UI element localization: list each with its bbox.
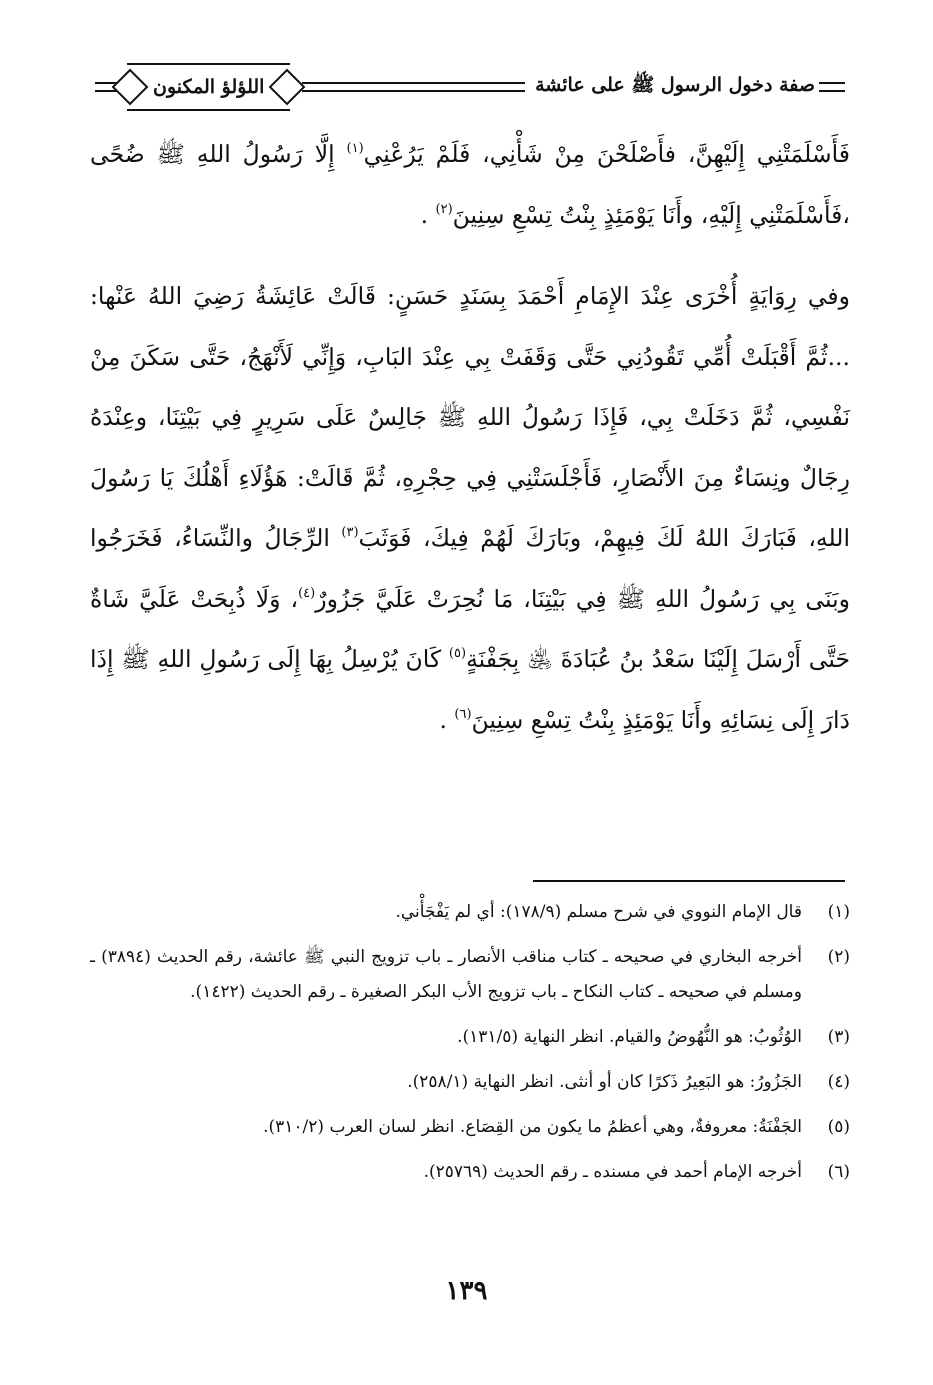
text-run: فَأَسْلَمَتْنِي إِلَيْهِنَّ، فأَصْلَحْنَ مِنْ شَأْنِي، فَلَمْ يَرُعْنِي [363,140,851,168]
footnote-text: أخرجه الإمام أحمد في مسنده ـ رقم الحديث (٢٥٧٦٩). [423,1162,802,1182]
footnote-ref-4[interactable]: (٤) [298,585,316,601]
text-run: وفي رِوَايَةٍ أُخْرَى عِنْدَ الإِمَامِ أَحْمَدَ بِسَنَدٍ حَسَنٍ: قَالَتْ عَائِشَةُ رَضِيَ اللهُ عَنْها: ...ثُمَّ أَقْبَلَتْ أُمِّي تَقُودُنِي حَتَّى وَقَفَتْ بِي عِنْدَ البَابِ، وَإِنِّي لَأَنْهَجُ، حَتَّى سَكَنَ مِنْ نَفْسِي، ثُمَّ دَخَلَتْ بِي، فَإِذَا رَسُولُ اللهِ ﷺ جَالِسٌ عَلَى سَرِيرٍ فِي بَيْتِنَا، وعِنْدَهُ رِجَالٌ ونِسَاءٌ مِنَ الأَنْصَارِ، فَأَجْلَسَتْنِي فِي حِجْرِهِ، ثُمَّ قَالَتْ: هَؤُلَاءِ أَهْلُكَ يَا رَسُولَ اللهِ، فَبَارَكَ اللهُ لَكَ فِيهِمْ، وبَارَكَ لَهُمْ فِيكَ، فَوَثَبَ [90,282,850,552]
footnote-number: (٢) [827,947,850,967]
footnote-ref-1[interactable]: (١) [346,141,364,156]
footnote-ref-3[interactable]: (٣) [341,525,359,540]
footnote-ref-5[interactable]: (٥) [448,646,467,661]
footnote-number: (٥) [827,1117,850,1137]
paragraph-2 [90,266,850,750]
footnote-item [90,895,850,930]
header-rule-middle [302,82,525,92]
main-text [90,124,850,750]
footnote-text: الجَزُورُ: هو البَعِيرُ ذَكرًا كان أو أنثى. انظر النهاية (٢٥٨/١). [407,1072,802,1092]
footnote-ref-6[interactable]: (٦) [454,706,472,722]
text-run: . [439,705,455,734]
footnote-text: الجَفْنَةُ: معروفةٌ، وهي أعظمُ ما يكون من القِصَاع. انظر لسان العرب (٣١٠/٢). [263,1117,802,1137]
book-title: اللؤلؤ المكنون [153,76,265,98]
footnote-item [90,1065,850,1100]
footnote-item [90,1020,850,1055]
footnote-number: (١) [827,902,850,922]
page-number: ١٣٩ [445,1276,488,1306]
footnotes [90,895,850,1190]
paragraph-1 [90,124,850,245]
footnote-item [90,1155,850,1190]
text-run: إِلَّا رَسُولُ اللهِ ﷺ ضُحًى ،فَأَسْلَمَتْنِي إِلَيْهِ، وأَنَا يَوْمَئِذٍ بِنْتُ تِسْعِ سِنِينَ [90,140,850,229]
text-run: ، وَلَا ذُبِحَتْ عَلَيَّ شَاةٌ حَتَّى أَرْسَلَ إِلَيْنَا سَعْدُ بنُ عُبَادَةَ ﵁ بِجَفْنَةٍ [90,584,850,673]
footnote-number: (٤) [827,1072,850,1092]
footnote-ref-2[interactable]: (٢) [435,201,453,217]
footnote-text: الوُثُوبُ: هو النُّهُوضُ والقيام. انظر النهاية (١٣١/٥). [457,1027,802,1047]
footnote-text: أخرجه البخاري في صحيحه ـ كتاب مناقب الأنصار ـ باب تزويج النبي ﷺ عائشة، رقم الحديث (٣٨٩٤) ـ ومسلم في صحيحه ـ كتاب النكاح ـ باب تزويج الأب البكر الصغيرة ـ رقم الحديث (١٤٢٢). [90,947,802,1002]
text-run: الرِّجَالُ والنِّسَاءُ، فَخَرَجُوا وبَنَى بِي رَسُولُ اللهِ ﷺ فِي بَيْتِنَا، مَا نُحِرَتْ عَلَيَّ جَزُورٌ [90,524,850,613]
footnote-separator [533,880,845,882]
footnote-number: (٣) [827,1027,850,1047]
footnote-number: (٦) [827,1162,850,1182]
text-run: . [420,200,436,229]
text-run: كَانَ يُرْسِلُ بِهَا إِلَى رَسُولِ اللهِ ﷺ إِذَا دَارَ إِلَى نِسَائِهِ وأَنَا يَوْمَئِذٍ بِنْتُ تِسْعِ سِنِينَ [90,645,850,734]
chapter-title: صفة دخول الرسول ﷺ على عائشة [535,74,815,96]
book-title-ornament [127,63,290,111]
running-header [95,52,845,122]
footnote-text: قال الإمام النووي في شرح مسلم (١٧٨/٩): أي لم يَفْجَأْني. [395,902,802,922]
footnote-item [90,940,850,1010]
footnote-item [90,1110,850,1145]
header-rule-right [819,82,845,92]
